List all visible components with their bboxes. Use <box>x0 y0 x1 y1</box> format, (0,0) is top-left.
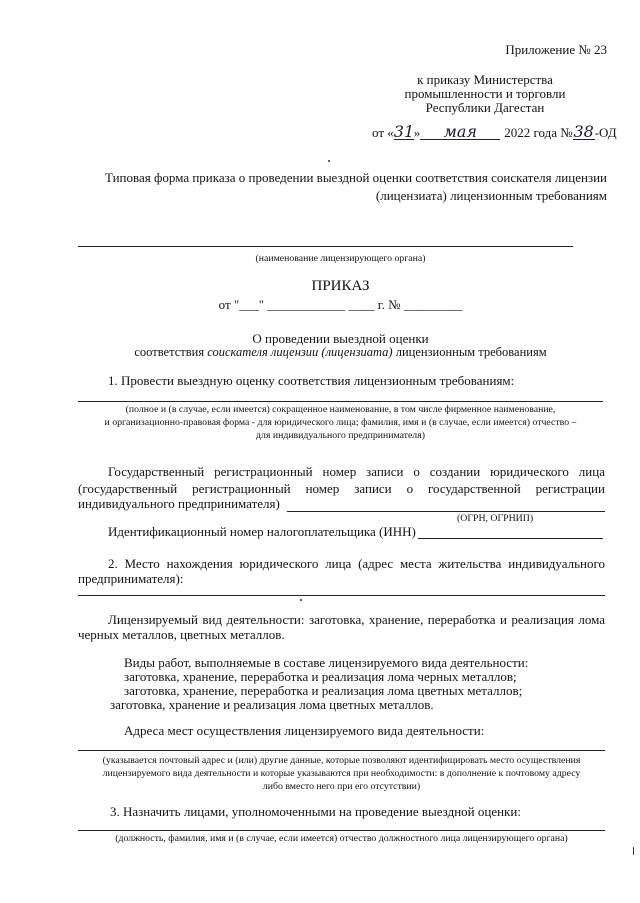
work-item: заготовка, хранение, переработка и реализация лома цветных металлов; <box>124 683 523 698</box>
item-2-line-2: предпринимателя): <box>78 571 184 586</box>
scan-speck <box>328 160 330 162</box>
addresses-caption-2: лицензируемого вида деятельности и которые указываются при необходимости: в дополнение к почтовому адресу <box>102 768 581 779</box>
ogrn-field <box>287 511 605 512</box>
order-title: ПРИКАЗ <box>311 278 370 294</box>
addresses-caption-1: (указывается почтовый адрес и (или) другие данные, которые позволяют идентифицировать место осуществления <box>102 755 581 766</box>
item-3-text: 3. Назначить лицами, уполномоченными на проведение выездной оценки: <box>110 804 521 819</box>
applicant-name-field <box>78 401 603 402</box>
item-3-caption: (должность, фамилия, имя и (в случае, если имеется) отчество должностного лица лицензирующего органа) <box>115 833 568 844</box>
date-day-handwritten: 31 <box>393 122 415 141</box>
licensing-body-caption: (наименование лицензирующего органа) <box>255 253 426 264</box>
work-item: заготовка, хранение и реализация лома цветных металлов. <box>110 697 434 712</box>
addresses-title: Адреса мест осуществления лицензируемого вида деятельности: <box>124 723 485 738</box>
item-1-caption-1: (полное и (в случае, если имеется) сокращенное наименование, в том числе фирменное наименование, <box>125 404 556 415</box>
date-suffix: -ОД <box>594 125 617 140</box>
registration-line-1: Государственный регистрационный номер записи о создании юридического лица <box>108 464 605 479</box>
order-reference-line-2: промышленности и торговли <box>404 86 566 101</box>
ogrn-caption: (ОГРН, ОГРНИП) <box>457 513 534 524</box>
order-reference-line-3: Республики Дагестан <box>425 100 545 115</box>
works-title: Виды работ, выполняемые в составе лицензируемого вида деятельности: <box>124 655 529 670</box>
date-number-handwritten: 38 <box>573 122 594 141</box>
date-month-handwritten: мая <box>420 124 500 140</box>
work-item: заготовка, хранение, переработка и реализация лома черных металлов; <box>124 669 517 684</box>
licensing-body-field <box>78 246 573 247</box>
registration-line-3: индивидуального предпринимателя) <box>78 496 280 511</box>
order-reference-line-1: к приказу Министерства <box>417 72 553 87</box>
inn-label: Идентификационный номер налогоплательщика (ИНН) <box>108 524 416 539</box>
subject-line-2: соответствия соискателя лицензии (лицензиата) лицензионным требованиям <box>134 345 547 359</box>
item-1-text: 1. Провести выездную оценку соответствия лицензионным требованиям: <box>108 373 515 388</box>
form-title-line-1: Типовая форма приказа о проведении выездной оценки соответствия соискателя лицензии <box>104 170 607 185</box>
date-mid: » <box>413 125 421 140</box>
addresses-caption-3: либо вместо него при его отсутствии) <box>262 781 421 792</box>
item-1-caption-2: и организационно-правовая форма - для юридического лица; фамилия, имя и (в случае, если имеется) отчество – <box>104 417 577 428</box>
places-field <box>78 750 605 751</box>
scan-speck-2 <box>300 599 302 601</box>
date-year: 2022 года № <box>504 125 573 140</box>
order-date-line <box>372 124 617 140</box>
appendix-number: Приложение № 23 <box>505 42 607 57</box>
authorized-persons-field <box>78 830 605 831</box>
address-field <box>78 595 605 596</box>
inn-field <box>418 538 603 539</box>
order-date-number-line: от "___" ____________ ____ г. № _________ <box>218 297 463 312</box>
activity-line-2: черных металлов, цветных металлов. <box>78 627 285 642</box>
item-2-line-1: 2. Место нахождения юридического лица (адрес места жительства индивидуального <box>108 556 605 571</box>
date-prefix: от « <box>372 125 394 140</box>
form-title-line-2: (лицензиата) лицензионным требованиям <box>375 188 607 203</box>
scan-mark <box>633 847 634 855</box>
registration-line-2: (государственный регистрационный номер записи о государственной регистрации <box>78 481 605 496</box>
item-1-caption-3: для индивидуального предпринимателя) <box>256 430 425 441</box>
subject-line-1: О проведении выездной оценки <box>252 331 429 346</box>
activity-line-1: Лицензируемый вид деятельности: заготовка, хранение, переработка и реализация лома <box>108 612 605 627</box>
